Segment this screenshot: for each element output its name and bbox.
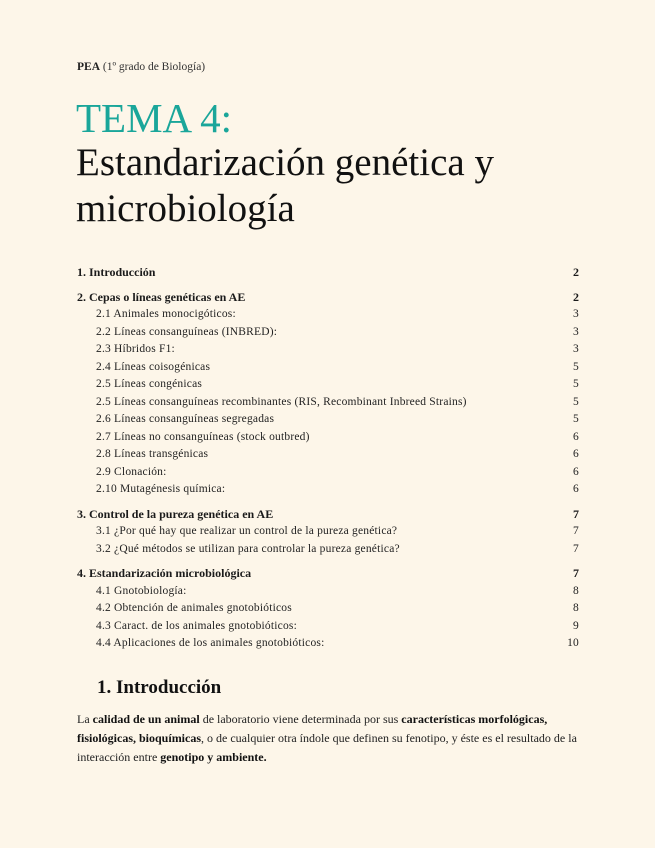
- toc-page-number: 10: [567, 637, 579, 649]
- toc-subsection-label: 2.9 Clonación:: [96, 465, 167, 478]
- toc-section-label: 2. Cepas o líneas genéticas en AE: [77, 289, 246, 304]
- toc-section-entry[interactable]: [77, 506, 579, 524]
- course-header: [77, 61, 205, 73]
- toc-subsection-entry[interactable]: [77, 600, 579, 618]
- course-code: PEA: [77, 61, 100, 73]
- toc-page-number: 5: [573, 395, 579, 408]
- topic-number-title: TEMA 4:: [76, 95, 233, 141]
- paragraph-bold: calidad de un animal: [92, 712, 200, 726]
- toc-page-number: 5: [573, 413, 579, 425]
- toc-subsection-label: 2.1 Animales monocigóticos:: [96, 308, 236, 320]
- toc-subsection-label: 2.8 Líneas transgénicas: [96, 448, 209, 460]
- toc-subsection-entry[interactable]: [77, 324, 579, 342]
- paragraph-bold: características morfológicas, fisiológicas, bioquímicas: [77, 712, 548, 745]
- toc-subsection-entry[interactable]: [77, 481, 579, 499]
- toc-subsection-entry[interactable]: [77, 541, 579, 559]
- toc-page-number: 6: [573, 465, 579, 478]
- toc-subsection-entry[interactable]: [77, 429, 579, 447]
- toc-subsection-entry[interactable]: [77, 341, 579, 359]
- toc-section-label: 4. Estandarización microbiológica: [77, 566, 252, 580]
- toc-subsection-label: 4.1 Gnotobiología:: [96, 584, 187, 597]
- toc-subsection-entry[interactable]: [77, 523, 579, 541]
- paragraph-text: , o de cualquier otra índole que definen su fenotipo, y éste es el resultado de la interacción entre: [77, 731, 577, 764]
- toc-subsection-entry[interactable]: [77, 635, 579, 653]
- toc-page-number: 3: [573, 343, 579, 355]
- toc-subsection-entry[interactable]: [77, 376, 579, 394]
- intro-paragraph: [77, 710, 582, 767]
- toc-page-number: 2: [573, 265, 579, 279]
- toc-page-number: 3: [573, 325, 579, 338]
- toc-subsection-label: 4.3 Caract. de los animales gnotobióticos:: [96, 619, 297, 632]
- toc-subsection-label: 4.2 Obtención de animales gnotobióticos: [96, 602, 292, 614]
- toc-page-number: 6: [573, 483, 579, 495]
- toc-subsection-label: 2.5 Líneas consanguíneas recombinantes (RIS, Recombinant Inbreed Strains): [96, 395, 467, 408]
- toc-page-number: 7: [573, 566, 579, 580]
- table-of-contents: [77, 264, 579, 653]
- toc-subsection-label: 4.4 Aplicaciones de los animales gnotobióticos:: [96, 637, 325, 649]
- toc-subsection-entry[interactable]: [77, 464, 579, 482]
- toc-page-number: 3: [573, 308, 579, 320]
- toc-page-number: 2: [573, 289, 579, 304]
- toc-subsection-label: 2.5 Líneas congénicas: [96, 378, 203, 390]
- section-heading: 1. Introducción: [97, 677, 222, 698]
- course-detail: (1º grado de Biología): [102, 61, 206, 73]
- paragraph-text: de laboratorio viene determinada por sus: [199, 712, 402, 726]
- toc-subsection-entry[interactable]: [77, 583, 579, 601]
- toc-page-number: 7: [573, 542, 579, 555]
- toc-page-number: 6: [573, 430, 579, 443]
- page-title: Estandarización genética y microbiología: [76, 141, 494, 230]
- toc-section-label: 1. Introducción: [77, 265, 156, 279]
- toc-subsection-entry[interactable]: [77, 359, 579, 377]
- toc-page-number: 5: [573, 360, 579, 373]
- toc-page-number: 7: [573, 506, 579, 521]
- toc-subsection-label: 3.1 ¿Por qué hay que realizar un control de la pureza genética?: [96, 525, 398, 537]
- toc-subsection-label: 2.3 Híbridos F1:: [96, 343, 175, 355]
- toc-subsection-entry[interactable]: [77, 394, 579, 412]
- toc-subsection-label: 2.4 Líneas coisogénicas: [96, 360, 211, 373]
- toc-page-number: 9: [573, 619, 579, 632]
- toc-subsection-label: 2.6 Líneas consanguíneas segregadas: [96, 413, 275, 425]
- paragraph-text: La: [77, 712, 93, 726]
- toc-subsection-entry[interactable]: [77, 446, 579, 464]
- toc-page-number: 7: [573, 525, 579, 537]
- toc-section-label: 3. Control de la pureza genética en AE: [77, 506, 274, 521]
- toc-section-entry[interactable]: [77, 565, 579, 583]
- toc-page-number: 6: [573, 448, 579, 460]
- toc-subsection-entry[interactable]: [77, 618, 579, 636]
- toc-page-number: 8: [573, 584, 579, 597]
- toc-page-number: 5: [573, 378, 579, 390]
- toc-subsection-label: 2.2 Líneas consanguíneas (INBRED):: [96, 325, 278, 338]
- toc-page-number: 8: [573, 602, 579, 614]
- toc-subsection-label: 2.7 Líneas no consanguíneas (stock outbred): [96, 430, 310, 443]
- toc-section-entry[interactable]: [77, 264, 579, 282]
- toc-subsection-label: 2.10 Mutagénesis química:: [96, 483, 226, 495]
- toc-subsection-entry[interactable]: [77, 411, 579, 429]
- toc-subsection-entry[interactable]: [77, 306, 579, 324]
- toc-subsection-label: 3.2 ¿Qué métodos se utilizan para controlar la pureza genética?: [96, 542, 400, 555]
- toc-section-entry[interactable]: [77, 289, 579, 307]
- paragraph-bold: genotipo y ambiente.: [160, 750, 267, 764]
